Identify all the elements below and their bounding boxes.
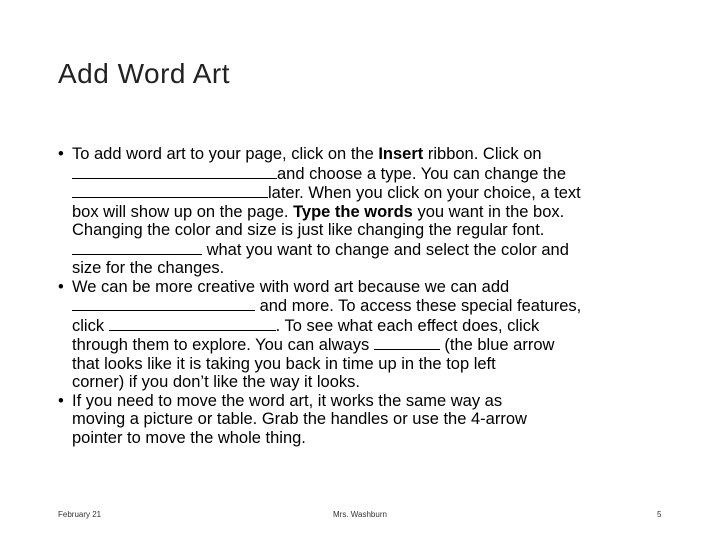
text-run: through them to explore. You can always [72, 336, 374, 354]
text-line [72, 316, 698, 336]
text-run: (the blue arrow [439, 336, 555, 354]
text-run: and choose a type. You can change the [277, 164, 566, 183]
fill-in-blank [72, 296, 255, 311]
bullet-icon: • [58, 145, 64, 163]
text-line: pointer to move the whole thing. [72, 428, 306, 447]
text-line: We can be more creative with word art because we can add [72, 277, 510, 296]
text-run: click [72, 316, 109, 335]
text-line: corner) if you don’t like the way it looks. [72, 373, 360, 391]
footer-date: February 21 [58, 510, 102, 519]
fill-in-blank [374, 335, 440, 350]
fill-in-blank [72, 183, 268, 198]
footer-author: Mrs. Washburn [333, 510, 387, 519]
text-line [72, 335, 698, 355]
text-line: Changing the color and size is just like changing the regular font. [72, 221, 545, 239]
text-run: box will show up on the page. [72, 202, 294, 221]
text-run: To add word art to your page, click on the [72, 145, 379, 163]
slide-title: Add Word Art [58, 58, 231, 89]
text-line: moving a picture or table. Grab the handles or use the 4-arrow [72, 410, 527, 428]
bullet-icon: • [58, 391, 64, 410]
bold-text: Insert [378, 145, 424, 163]
text-line: that looks like it is taking you back in time up in the top left [72, 354, 496, 373]
slide-body [58, 145, 698, 447]
bullet-item [58, 278, 698, 392]
text-run: what you want to change and select the color and [202, 240, 569, 259]
fill-in-blank [72, 240, 202, 255]
text-run: ribbon. Click on [423, 145, 542, 163]
text-line [72, 145, 698, 164]
text-line: size for the changes. [72, 259, 225, 277]
text-line [72, 164, 698, 184]
bullet-icon: • [58, 277, 64, 296]
text-line [72, 183, 698, 203]
bullet-item [58, 145, 698, 278]
text-run: later. When you click on your choice, a text [268, 184, 581, 202]
text-line [72, 203, 698, 222]
bullet-item [58, 392, 698, 448]
text-run: . To see what each effect does, click [275, 316, 540, 335]
footer-page-number: 5 [657, 510, 662, 519]
text-run: you want in the box. [412, 202, 565, 221]
text-line: If you need to move the word art, it works the same way as [72, 391, 503, 410]
bold-text: Type the words [293, 202, 413, 221]
fill-in-blank [109, 316, 276, 331]
fill-in-blank [72, 164, 277, 179]
text-line [72, 296, 698, 316]
text-run: and more. To access these special features, [255, 297, 582, 315]
text-line [72, 240, 698, 260]
